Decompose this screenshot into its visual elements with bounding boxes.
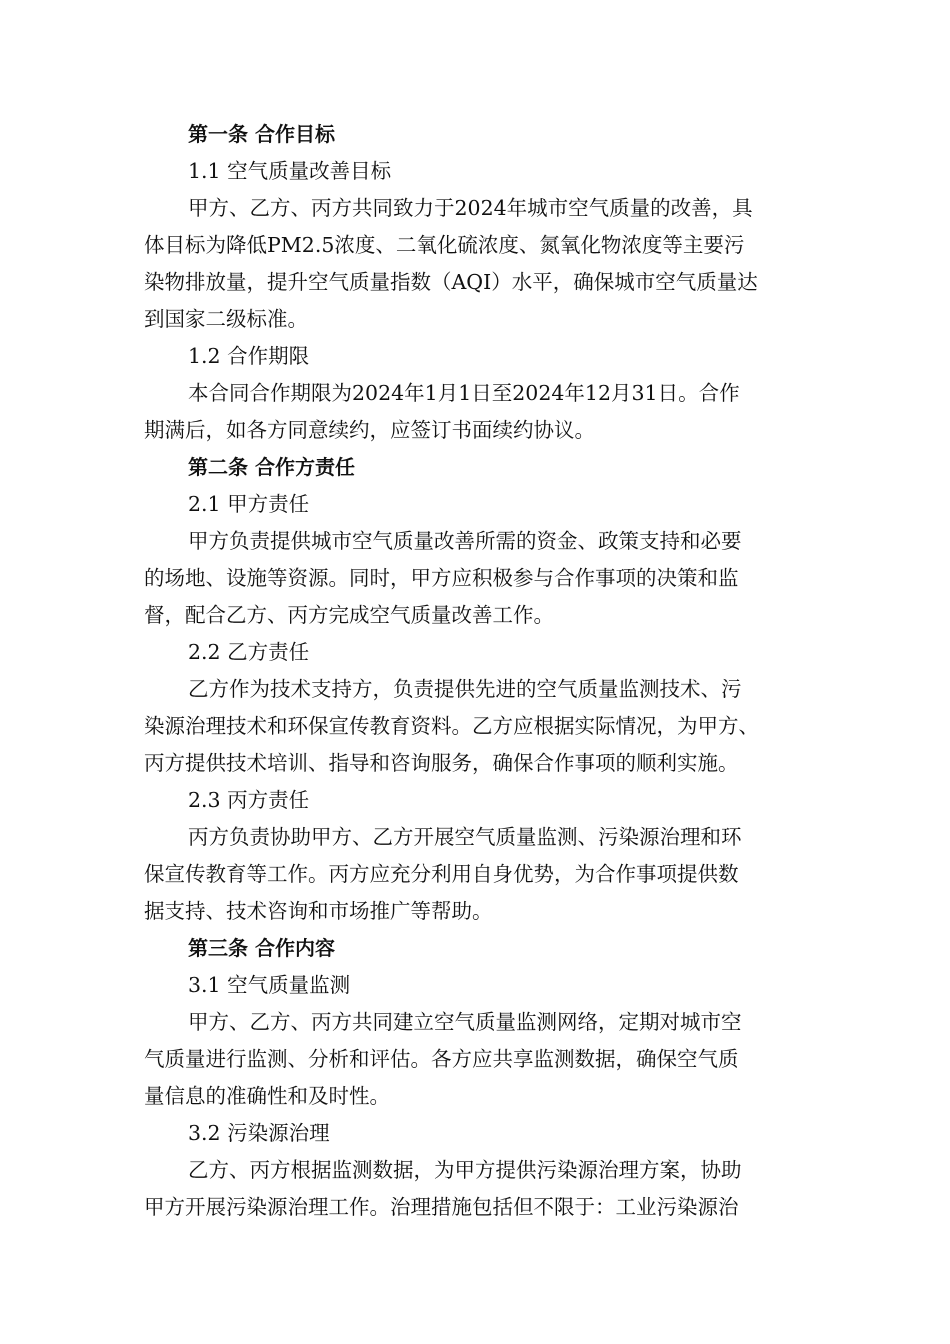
article-1-heading: 第一条 合作目标 xyxy=(188,122,335,146)
clause-3-1-line-3: 量信息的准确性和及时性。 xyxy=(144,1084,390,1108)
clause-3-1-line-1: 甲方、乙方、丙方共同建立空气质量监测网络，定期对城市空 xyxy=(188,1010,742,1034)
clause-1-1-line-2: 体目标为降低PM2.5浓度、二氧化硫浓度、氮氧化物浓度等主要污 xyxy=(144,233,745,257)
clause-3-2-line-1: 乙方、丙方根据监测数据，为甲方提供污染源治理方案，协助 xyxy=(188,1158,742,1182)
clause-1-2-line-2: 期满后，如各方同意续约，应签订书面续约协议。 xyxy=(144,418,595,442)
clause-2-2-line-2: 染源治理技术和环保宣传教育资料。乙方应根据实际情况，为甲方、 xyxy=(144,714,759,738)
clause-1-2-title: 1.2 合作期限 xyxy=(188,344,310,368)
clause-3-2-line-2: 甲方开展污染源治理工作。治理措施包括但不限于：工业污染源治 xyxy=(144,1195,739,1219)
clause-2-3-line-1: 丙方负责协助甲方、乙方开展空气质量监测、污染源治理和环 xyxy=(188,825,742,849)
clause-2-1-line-2: 的场地、设施等资源。同时，甲方应积极参与合作事项的决策和监 xyxy=(144,566,739,590)
clause-3-1-title: 3.1 空气质量监测 xyxy=(188,973,351,997)
clause-3-1-line-2: 气质量进行监测、分析和评估。各方应共享监测数据，确保空气质 xyxy=(144,1047,739,1071)
clause-2-3-title: 2.3 丙方责任 xyxy=(188,788,310,812)
clause-1-2-line-1: 本合同合作期限为2024年1月1日至2024年12月31日。合作 xyxy=(188,381,740,405)
article-2-heading: 第二条 合作方责任 xyxy=(188,455,355,479)
clause-2-3-line-3: 据支持、技术咨询和市场推广等帮助。 xyxy=(144,899,493,923)
clause-2-1-title: 2.1 甲方责任 xyxy=(188,492,310,516)
clause-1-1-line-4: 到国家二级标准。 xyxy=(144,307,308,331)
clause-2-3-line-2: 保宣传教育等工作。丙方应充分利用自身优势，为合作事项提供数 xyxy=(144,862,739,886)
clause-1-1-line-1: 甲方、乙方、丙方共同致力于2024年城市空气质量的改善，具 xyxy=(188,196,753,220)
document-body xyxy=(144,116,824,1226)
clause-3-2-title: 3.2 污染源治理 xyxy=(188,1121,330,1145)
clause-1-1-title: 1.1 空气质量改善目标 xyxy=(188,159,392,183)
clause-2-2-line-1: 乙方作为技术支持方，负责提供先进的空气质量监测技术、污 xyxy=(188,677,742,701)
article-3-heading: 第三条 合作内容 xyxy=(188,936,335,960)
clause-2-2-title: 2.2 乙方责任 xyxy=(188,640,310,664)
clause-2-2-line-3: 丙方提供技术培训、指导和咨询服务，确保合作事项的顺利实施。 xyxy=(144,751,739,775)
clause-1-1-line-3: 染物排放量，提升空气质量指数（AQI）水平，确保城市空气质量达 xyxy=(144,270,758,294)
clause-2-1-line-3: 督，配合乙方、丙方完成空气质量改善工作。 xyxy=(144,603,554,627)
clause-2-1-line-1: 甲方负责提供城市空气质量改善所需的资金、政策支持和必要 xyxy=(188,529,742,553)
